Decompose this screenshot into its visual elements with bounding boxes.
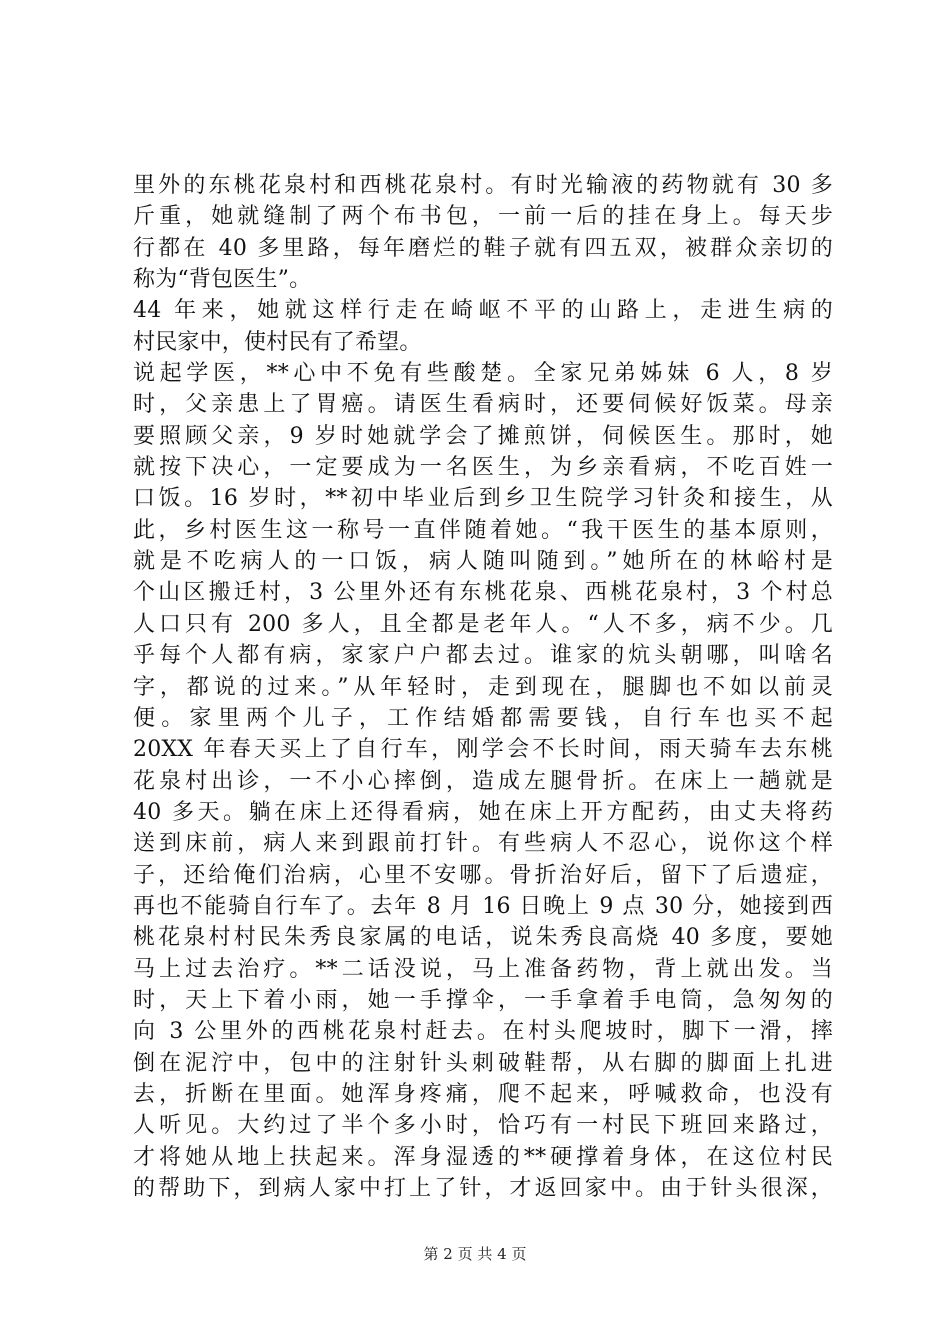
text-line: 送到床前，病人来到跟前打针。有些病人不忍心，说你这个样 xyxy=(133,831,833,857)
text-line: 花泉村出诊，一不小心摔倒，造成左腿骨折。在床上一趟就是 xyxy=(133,768,833,794)
text-line: 里外的东桃花泉村和西桃花泉村。有时光输液的药物就有 30 多 xyxy=(133,173,833,198)
text-line: 再也不能骑自行车了。去年 8 月 16 日晚上 9 点 30 分，她接到西 xyxy=(133,893,833,919)
text-line: 便。家里两个儿子，工作结婚都需要钱，自行车也买不起 xyxy=(133,705,833,731)
text-line: 子，还给俺们治病，心里不安哪。骨折治好后，留下了后遗症， xyxy=(133,862,833,888)
text-line: 乎每个人都有病，家家户户都去过。谁家的炕头朝哪，叫啥名 xyxy=(133,643,833,669)
text-line: 才将她从地上扶起来。浑身湿透的**硬撑着身体，在这位村民 xyxy=(133,1144,833,1170)
page-footer: 第 2 页 共 4 页 xyxy=(423,1245,527,1263)
text-line: 个山区搬迁村，3 公里外还有东桃花泉、西桃花泉村，3 个村总 xyxy=(133,580,833,606)
text-line: 时，父亲患上了胃癌。请医生看病时，还要伺候好饭菜。母亲 xyxy=(133,392,833,418)
text-line: 字，都说的过来。”从年轻时，走到现在，腿脚也不如以前灵 xyxy=(133,674,833,700)
text-line: 人口只有 200 多人，且全都是老年人。“人不多，病不少。几 xyxy=(133,611,833,637)
text-line: 44 年来，她就这样行走在崎岖不平的山路上，走进生病的 xyxy=(133,298,833,324)
text-line: 倒在泥泞中，包中的注射针头刺破鞋帮，从右脚的脚面上扎进 xyxy=(133,1050,833,1076)
text-line: 就按下决心，一定要成为一名医生，为乡亲看病，不吃百姓一 xyxy=(133,455,833,481)
text-line: 要照顾父亲，9 岁时她就学会了摊煎饼，伺候医生。那时，她 xyxy=(133,423,833,449)
text-line: 人听见。大约过了半个多小时，恰巧有一村民下班回来路过， xyxy=(133,1113,833,1139)
text-line: 马上过去治疗。**二话没说，马上准备药物，背上就出发。当 xyxy=(133,956,833,982)
text-line: 称为“背包医生”。 xyxy=(133,267,312,293)
text-line: 说起学医，**心中不免有些酸楚。全家兄弟姊妹 6 人，8 岁 xyxy=(133,361,833,387)
text-line: 就是不吃病人的一口饭，病人随叫随到。”她所在的林峪村是 xyxy=(133,549,833,575)
text-line: 口饭。16 岁时，**初中毕业后到乡卫生院学习针灸和接生，从 xyxy=(133,486,833,512)
text-line: 斤重，她就缝制了两个布书包，一前一后的挂在身上。每天步 xyxy=(133,204,833,230)
text-line: 村民家中，使村民有了希望。 xyxy=(133,329,422,355)
body-text xyxy=(133,170,833,1204)
text-line: 的帮助下，到病人家中打上了针，才返回家中。由于针头很深， xyxy=(133,1176,833,1201)
text-line: 桃花泉村村民朱秀良家属的电话，说朱秀良高烧 40 多度，要她 xyxy=(133,925,833,951)
text-line: 20XX 年春天买上了自行车，刚学会不长时间，雨天骑车去东桃 xyxy=(133,737,833,763)
text-line: 行都在 40 多里路，每年磨烂的鞋子就有四五双，被群众亲切的 xyxy=(133,235,833,261)
text-line: 去，折断在里面。她浑身疼痛，爬不起来，呼喊救命，也没有 xyxy=(133,1081,833,1107)
text-line: 时，天上下着小雨，她一手撑伞，一手拿着手电筒，急匆匆的 xyxy=(133,987,833,1013)
text-line: 向 3 公里外的西桃花泉村赶去。在村头爬坡时，脚下一滑，摔 xyxy=(133,1019,833,1045)
text-line: 40 多天。躺在床上还得看病，她在床上开方配药，由丈夫将药 xyxy=(133,799,833,825)
text-line: 此，乡村医生这一称号一直伴随着她。“我干医生的基本原则， xyxy=(133,517,833,543)
